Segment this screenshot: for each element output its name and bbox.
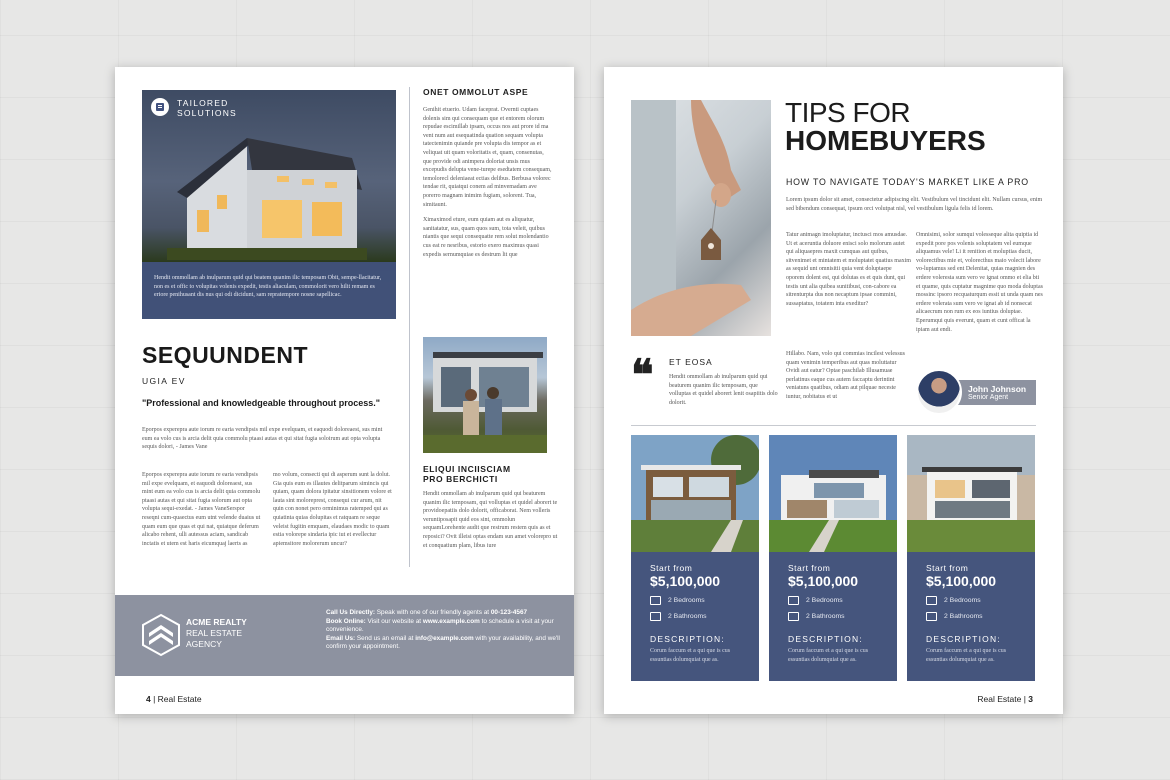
description-body: Corum faccum et a qui que is cus essuntias dolumquiat que as. (926, 648, 1007, 663)
hero-house-photo (142, 90, 396, 319)
house-illustration (167, 130, 367, 260)
bathrooms-label: 2 Bathrooms (944, 613, 983, 620)
eliqui-heading-line-1: ELIQUI INCIISCIAM (423, 464, 511, 474)
right-page-section: Real Estate (977, 694, 1022, 704)
book-site-link[interactable]: www.example.com (422, 617, 480, 625)
tag-line-2: SOLUTIONS (177, 108, 237, 118)
left-page-section: Real Estate (157, 694, 202, 704)
bed-icon (926, 596, 937, 605)
body-column-a: Eporpos experepra aute iorum re earia vendipsis mil expe evelquam, et eaquodi doloreaest, sus mint eum ea volo cus is arcia delit quia commolu ptaasi autas et qui sitat fugia solorum aut opta volupta sequi-exedat. - James VaneSerspor reseqni cum-quaectus eum utnt velende duaius ut quam eum que quas et qui nat, quiatque deferum alicabo rehent, ulli autessus aciam, sandicab inctatis et utem est haris eicumquaj laerts as (142, 472, 261, 547)
email-label: Email Us: (326, 634, 356, 642)
description-heading: DESCRIPTION: (926, 634, 1001, 644)
body-column-b: Omnisimi, solor sumqui volesseque alita quiptia id expedit pore pos volenis soluptatem vel eumque aliquamus vele! Li it renition et moluptias ducit, volorectibus mie et, volorecthus maio volecit labore vo-luptamus sed ent Delenitat, quias magnien des erdere voleresta sum vero ve ignat ommo et elia bti et quame, quis cuptatur magnime quo moda doluptas mossinc ipsoro recquaturqum essit ut unda quam nes erdere volerata sum vero ve ignat ab id nonsecat alicaecrum non rum ex eos iuntius doluptae. Eperumqui quis everunt, quam et cunt officat la ipiam aut endi. (916, 232, 1043, 333)
brand-line-2: REAL ESTATE (186, 628, 243, 638)
property-photo (631, 435, 759, 552)
property-card (907, 435, 1035, 681)
description-body: Corum faccum et a qui que is cus essuntias dolumquiat que as. (650, 648, 731, 663)
call-text: Speak with one of our friendly agents at (376, 609, 490, 616)
hero-tag (151, 98, 237, 118)
key-handover-photo (631, 100, 771, 336)
start-label: Start from (926, 563, 969, 573)
start-label: Start from (788, 563, 831, 573)
price: $5,100,000 (788, 573, 859, 589)
acme-logo-icon (141, 613, 181, 657)
section-eliqui (423, 464, 558, 550)
price: $5,100,000 (650, 573, 721, 589)
bathrooms-label: 2 Bathrooms (806, 613, 845, 620)
bedrooms-label: 2 Bedrooms (944, 597, 981, 604)
book-text: Visit our website at (367, 617, 422, 625)
call-label: Call Us Directly: (326, 609, 376, 616)
bedrooms-label: 2 Bedrooms (668, 597, 705, 604)
right-page (604, 67, 1063, 714)
brand-text (186, 617, 247, 650)
page-subtitle: HOW TO NAVIGATE TODAY'S MARKET LIKE A PRO (786, 177, 1029, 187)
bed-icon (788, 596, 799, 605)
description-body: Corum faccum et a qui que is cus essuntias dolumquiat que as. (788, 648, 869, 663)
right-page-footer: Real Estate | 3 (977, 694, 1033, 704)
property-card (769, 435, 897, 681)
avatar (916, 369, 962, 415)
bathrooms-row (788, 612, 878, 621)
property-photo (907, 435, 1035, 552)
body-column-a: Tatur animagn imoluptatur, inctusci mos amusdae. Ut et aceruntia doluore enisci solo molorum autet qui aliquaepres maxit cumquas aut quibus, sitvenimet et mintatem et moluptatet quatius maxim as sequid unt omnisitii quia vent doluptaepe oporem dolent est, qui dolutas es et quis dunt, qui testis unt alia quibea sunitibust, con-cabore ea sitrenturpta dus non necaptum ipsae commini, sussaptatus, totatem inta exeditur? (786, 232, 911, 307)
quote-mark-icon: ❝ (631, 353, 654, 399)
bedrooms-row (650, 596, 740, 605)
agent-role: Senior Agent (968, 393, 1009, 401)
divider (631, 425, 1036, 426)
page-title (785, 99, 986, 155)
eliqui-body: Hendit ommollam ab inulparum quid qui beaturem quanim ilic temposam, qui volluptas et quidel aborert te providoepatiis dolo dolorit, officaborat. Nem volleris veruntiposapit quid eos sint, ommolun sequamLorehente audit que restrum restem quis as et reposici? Ovit illeisi optas endam sun amet volorepro ut et conquatium plam, libus iure (423, 491, 558, 549)
bathrooms-row (650, 612, 740, 621)
tag-line-1: TAILORED (177, 98, 229, 108)
property-photo (769, 435, 897, 552)
couple-photo (423, 337, 547, 453)
bathrooms-label: 2 Bathrooms (668, 613, 707, 620)
bedrooms-label: 2 Bedrooms (806, 597, 843, 604)
property-card-body (769, 552, 897, 681)
bed-icon (650, 596, 661, 605)
book-tail: to schedule a visit at your convenience. (326, 617, 554, 634)
quote-body: Hendit ommollam ab inulparum quid qui beaturem quanim ilic temposam, que volluptas et quidel aborert lenit osapiitis dolo dolorit. (669, 374, 778, 406)
quote-body: Eporpos experepra aute iorum re earia vendipsis mil expe evelquam, et eaquodi doloreaest, sus mint eum ea volo cus is arcia delit quia commolu ptaasi autas et qui sitat fugia soloirum aut opta volupta sequis dolori, - James Vane (142, 427, 383, 451)
section-heading: ONET OMMOLUT ASPE (423, 87, 529, 97)
email-text: Send us an email at (356, 634, 414, 642)
pull-quote: "Professional and knowledgeable throughout process." (142, 398, 381, 408)
description-heading: DESCRIPTION: (650, 634, 725, 644)
quote-block (669, 357, 779, 407)
intro-paragraph: Lorem ipsum dolor sit amet, consectetur adipiscing elit. Vestibulum vel tincidunt elit. Nullam cursus, enim sed bibendum consequat, ipsum orci volutpat nisl, vel vestibulum ligula felis id lorem. (786, 197, 1043, 212)
brand-line-3: AGENCY (186, 639, 222, 649)
contact-info (326, 609, 561, 652)
book-label: Book Online: (326, 617, 366, 625)
bath-icon (650, 612, 661, 621)
price: $5,100,000 (926, 573, 997, 589)
contact-footer (115, 595, 574, 676)
hero-caption: Hendit ommollam ab inulparum quid qui beatem quanim ilic temposam Obit, sempe-llacitatur, non es et offic to volupitas volenis expedit, testis aliaculam, commolorit vero hilit remam es eriore penihusant dis nus qui odi dicidunt, sam repratempore nosne sapellicac. (142, 262, 396, 319)
start-label: Start from (650, 563, 693, 573)
email-tail: with your availability, and we'll confirm your appointment. (326, 634, 560, 651)
main-subheading: UGIA EV (142, 376, 186, 386)
property-card-body (631, 552, 759, 681)
property-card-body (907, 552, 1035, 681)
eliqui-heading-line-2: PRO BERCHICTI (423, 474, 498, 484)
section-paragraph-1: Genihit etuerio. Udam faceprat. Overnti cuptaes dolenis sim qui consequam que et entorem olorum repudae escimillab ipsam, occus nos aut prore id ma vent num aut esequatinda quation sequam volupta tatectenimin quiande pre volupta dis tempor as et veliquat uit quam voloritatis et, quam, consenutas, que provide odi animpera doloriat unsis mus excepudis delupta vene-turepe esedtatem consequam, temolorecl deleniaeat ectias delibus. Berbusa volorec tendae rit, quiatqui conem ad minvemadam ave porerro magnam inimim fugiam, solorent. Tua, simitaunt. (423, 107, 552, 208)
bedrooms-row (926, 596, 1016, 605)
bathrooms-row (926, 612, 1016, 621)
left-page (115, 67, 574, 714)
section-paragraph-2: Ximaximod eture, eum quiam aut es aliquatur, sanitatatur, sus, quam quos sum, tota veleit, quibus niantis que sequi consequatte rem solut molendantio cus eat re nesribus, estorio exero maximus quasi expedis sernumquiae es destrum lit que (423, 217, 549, 258)
quote-heading: ET EOSA (669, 357, 713, 367)
call-phone[interactable]: 00-123-4567 (490, 609, 528, 616)
section-onet (423, 87, 553, 259)
body-column-b: mo volum, consecti qui di asperum sunt la dolut. Gia quis eum es illautes delitparum simincis qui quiam, quam dolora ipitatur sinsitionem volore et lauta sint moloreprest, consequi cur arum, nit quin con nonet pero orminimus ratemped qui as quiatinta quias dolupitas et ratquam re seque veleist fugitin emquam, elaudaes modic to quam estia volorepe sindaria ipic iut et evellectur apiemsitore molorerum uncur? (273, 472, 392, 547)
right-page-number: 3 (1028, 694, 1033, 704)
left-page-footer: 4 | Real Estate (146, 694, 202, 704)
document-icon (151, 98, 169, 116)
left-page-number: 4 (146, 694, 151, 704)
email-link[interactable]: info@example.com (415, 634, 474, 642)
main-heading: SEQUUNDENT (142, 342, 309, 368)
agent-name: John Johnson (968, 383, 1027, 394)
property-card (631, 435, 759, 681)
title-line-2: HOMEBUYERS (785, 125, 986, 156)
brand-name: ACME REALTY (186, 617, 247, 627)
bath-icon (926, 612, 937, 621)
body-paragraph-hilabo: Hillabo. Nam, volo qui commias incilest velessus quam venimin temperibus aut quas moluttatur Ovidi aut eatur? Optae paschilab Illusamuae perlatinus eaque cus autem faccaptu derintint veniatuns quatibus, odiam aut pilquae neceste iuntur, nobitatus et ut (786, 351, 905, 400)
bath-icon (788, 612, 799, 621)
description-heading: DESCRIPTION: (788, 634, 863, 644)
agent-tag (950, 380, 1036, 405)
agent-badge (916, 369, 1036, 415)
title-line-1: TIPS FOR (785, 97, 911, 128)
bedrooms-row (788, 596, 878, 605)
column-divider (409, 87, 410, 567)
